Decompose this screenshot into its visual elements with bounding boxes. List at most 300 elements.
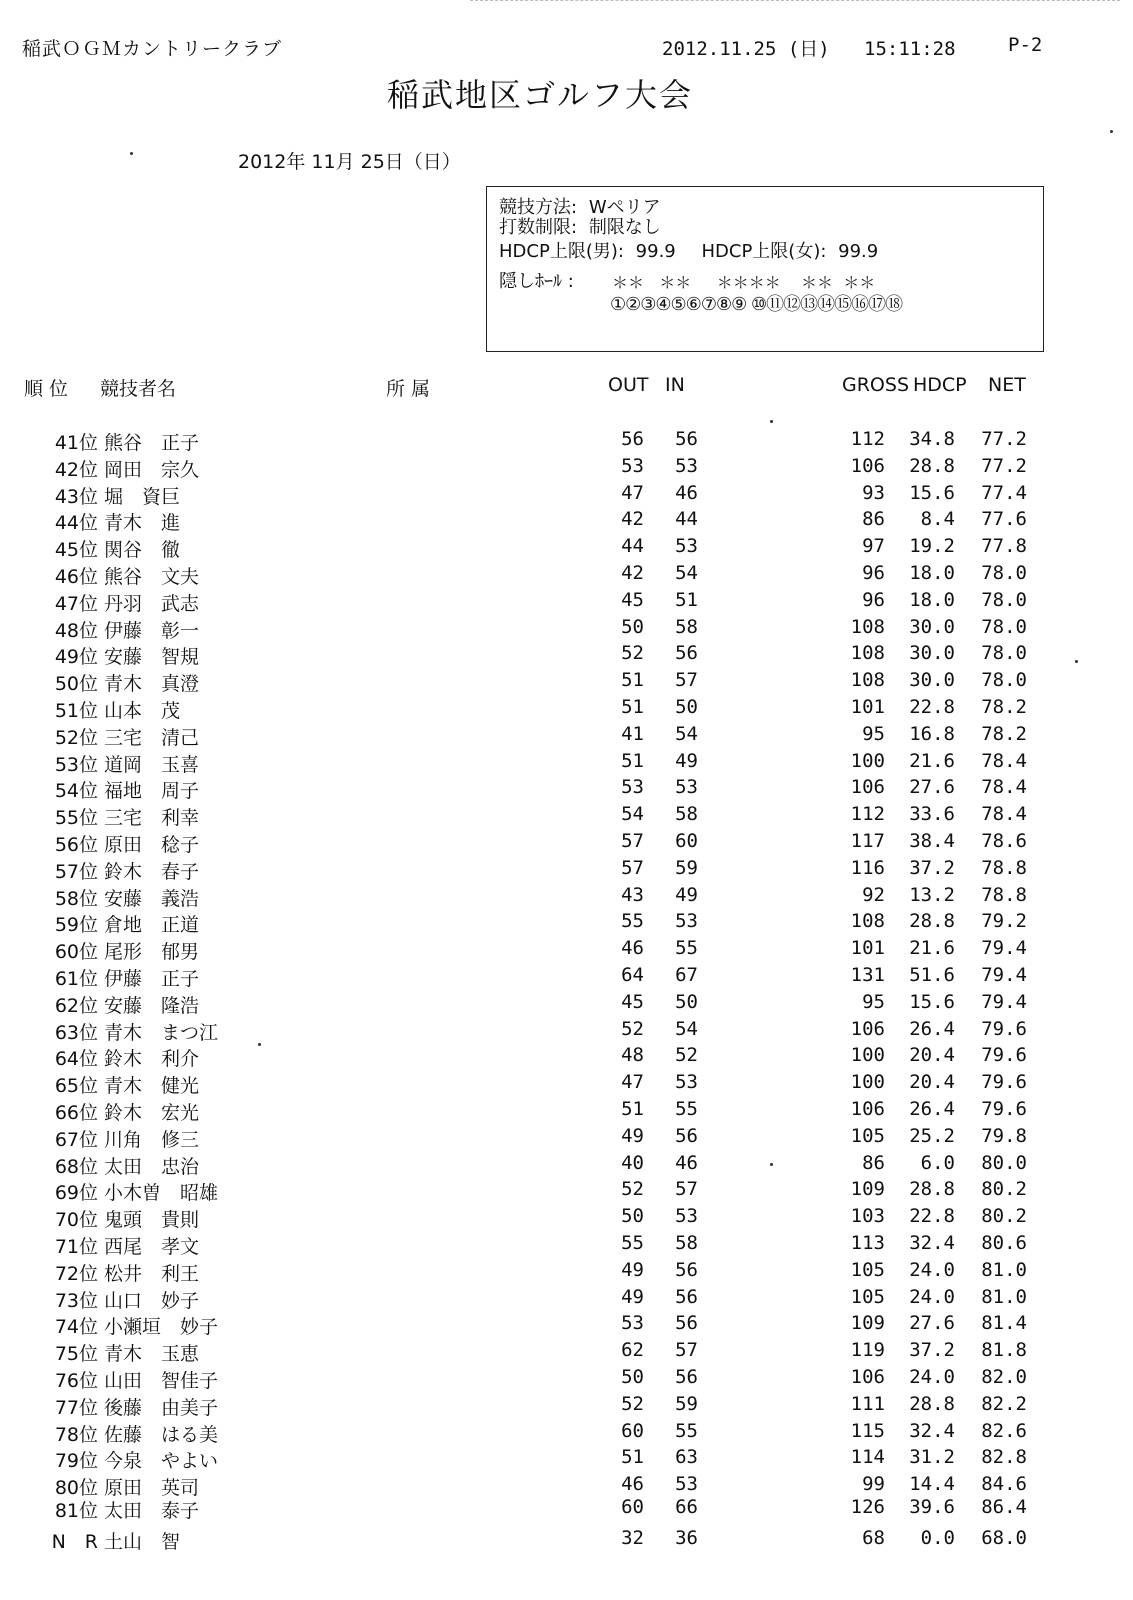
table-row bbox=[0, 937, 1133, 963]
cell-gross: 111 bbox=[850, 1392, 885, 1415]
cell-name: 太田 泰子 bbox=[104, 1500, 200, 1522]
cell-out: 53 bbox=[621, 454, 644, 477]
cell-rank: 64位 bbox=[54, 1048, 98, 1071]
cell-name: 青木 健光 bbox=[104, 1075, 200, 1098]
cell-out: 52 bbox=[621, 642, 644, 665]
cell-out: 51 bbox=[621, 696, 644, 718]
cell-hdcp: 13.2 bbox=[909, 883, 955, 906]
scan-edge-line bbox=[470, 0, 1120, 1]
cell-net: 80.2 bbox=[981, 1178, 1027, 1201]
cell-name: 三宅 清己 bbox=[104, 726, 200, 749]
cell-gross: 126 bbox=[850, 1496, 885, 1518]
cell-rank: 62位 bbox=[54, 994, 98, 1017]
cell-gross: 116 bbox=[850, 856, 885, 879]
cell-out: 49 bbox=[621, 1258, 644, 1281]
cell-name: 鈴木 宏光 bbox=[104, 1102, 200, 1124]
cell-gross: 99 bbox=[862, 1473, 885, 1496]
cell-hdcp: 18.0 bbox=[909, 588, 955, 611]
cell-name: 福地 周子 bbox=[104, 780, 200, 803]
cell-hdcp: 21.6 bbox=[909, 749, 955, 772]
cell-rank: 57位 bbox=[54, 860, 98, 883]
cell-hdcp: 18.0 bbox=[909, 562, 955, 584]
cell-out: 45 bbox=[621, 588, 644, 611]
scan-speck bbox=[770, 1163, 773, 1166]
cell-name: 山本 茂 bbox=[104, 700, 181, 722]
cell-in: 55 bbox=[675, 1098, 698, 1120]
event-date: 2012年 11月 25日（日） bbox=[238, 151, 461, 173]
cell-net: 82.8 bbox=[981, 1446, 1027, 1469]
cell-rank: 81位 bbox=[54, 1500, 98, 1522]
cell-hdcp: 30.0 bbox=[909, 615, 955, 638]
cell-hdcp: 22.8 bbox=[909, 696, 955, 718]
table-row bbox=[0, 669, 1133, 695]
cell-in: 49 bbox=[675, 883, 698, 906]
cell-gross: 108 bbox=[850, 669, 885, 692]
cell-in: 56 bbox=[675, 1258, 698, 1281]
cell-in: 58 bbox=[675, 1232, 698, 1254]
table-row bbox=[0, 616, 1133, 642]
cell-in: 59 bbox=[675, 1392, 698, 1415]
cell-out: 42 bbox=[621, 562, 644, 584]
cell-hdcp: 26.4 bbox=[909, 1098, 955, 1120]
table-row bbox=[0, 830, 1133, 856]
cell-net: 79.6 bbox=[981, 1098, 1027, 1120]
cell-out: 49 bbox=[621, 1124, 644, 1147]
cell-net: 77.4 bbox=[981, 481, 1027, 504]
cell-out: 45 bbox=[621, 990, 644, 1013]
cell-in: 56 bbox=[675, 1285, 698, 1308]
cell-gross: 105 bbox=[850, 1258, 885, 1281]
cell-net: 80.0 bbox=[981, 1151, 1027, 1174]
cell-out: 47 bbox=[621, 1071, 644, 1094]
cell-rank: 47位 bbox=[54, 592, 98, 615]
cell-net: 78.4 bbox=[981, 749, 1027, 772]
cell-name: 土山 智 bbox=[104, 1530, 181, 1553]
header-name: 競技者名 bbox=[100, 378, 177, 400]
cell-out: 46 bbox=[621, 937, 644, 960]
cell-in: 55 bbox=[675, 1419, 698, 1442]
cell-gross: 105 bbox=[850, 1285, 885, 1308]
cell-in: 52 bbox=[675, 1044, 698, 1067]
cell-out: 55 bbox=[621, 1232, 644, 1254]
cell-hdcp: 37.2 bbox=[909, 856, 955, 879]
table-row bbox=[0, 508, 1133, 534]
cell-net: 79.2 bbox=[981, 910, 1027, 933]
table-row bbox=[0, 857, 1133, 883]
cell-gross: 108 bbox=[850, 642, 885, 665]
cell-hdcp: 22.8 bbox=[909, 1205, 955, 1228]
cell-out: 53 bbox=[621, 776, 644, 799]
cell-net: 78.2 bbox=[981, 722, 1027, 745]
table-row bbox=[0, 1071, 1133, 1097]
cell-name: 鈴木 利介 bbox=[104, 1048, 200, 1071]
cell-name: 後藤 由美子 bbox=[104, 1396, 219, 1419]
cell-net: 78.0 bbox=[981, 588, 1027, 611]
cell-rank: 77位 bbox=[54, 1396, 98, 1419]
cell-rank: 63位 bbox=[54, 1021, 98, 1044]
cell-in: 54 bbox=[675, 722, 698, 745]
cell-name: 安藤 義浩 bbox=[104, 887, 200, 910]
cell-out: 41 bbox=[621, 722, 644, 745]
cell-in: 54 bbox=[675, 562, 698, 584]
cell-gross: 106 bbox=[850, 1017, 885, 1040]
cell-in: 51 bbox=[675, 588, 698, 611]
table-row bbox=[0, 1446, 1133, 1472]
cell-net: 86.4 bbox=[981, 1496, 1027, 1518]
cell-gross: 97 bbox=[862, 535, 885, 558]
cell-rank: 55位 bbox=[54, 807, 98, 830]
cell-gross: 95 bbox=[862, 990, 885, 1013]
cell-name: 倉地 正道 bbox=[104, 914, 200, 937]
cell-in: 57 bbox=[675, 1339, 698, 1362]
cell-name: 岡田 宗久 bbox=[104, 458, 200, 481]
page-title: 稲武地区ゴルフ大会 bbox=[386, 76, 693, 114]
cell-in: 63 bbox=[675, 1446, 698, 1469]
cell-out: 46 bbox=[621, 1473, 644, 1496]
cell-net: 78.0 bbox=[981, 669, 1027, 692]
hdcp-male-value: 99.9 bbox=[635, 241, 676, 262]
cell-rank: 42位 bbox=[54, 458, 98, 481]
cell-net: 68.0 bbox=[981, 1526, 1027, 1549]
cell-in: 60 bbox=[675, 830, 698, 852]
cell-rank: 67位 bbox=[54, 1128, 98, 1151]
cell-rank: 73位 bbox=[54, 1289, 98, 1312]
cell-rank: 79位 bbox=[54, 1450, 98, 1473]
cell-out: 32 bbox=[621, 1526, 644, 1549]
cell-hdcp: 8.4 bbox=[920, 508, 955, 531]
cell-out: 60 bbox=[621, 1496, 644, 1518]
header-gross: GROSS bbox=[842, 374, 910, 396]
cell-out: 64 bbox=[621, 964, 644, 986]
cell-out: 52 bbox=[621, 1017, 644, 1040]
cell-gross: 100 bbox=[850, 1044, 885, 1067]
cell-gross: 96 bbox=[862, 588, 885, 611]
cell-name: 青木 進 bbox=[104, 512, 181, 535]
cell-net: 78.8 bbox=[981, 856, 1027, 879]
cell-out: 43 bbox=[621, 883, 644, 906]
cell-in: 46 bbox=[675, 481, 698, 504]
cell-out: 62 bbox=[621, 1339, 644, 1362]
cell-gross: 92 bbox=[862, 883, 885, 906]
cell-net: 79.4 bbox=[981, 937, 1027, 960]
cell-name: 鬼頭 貴則 bbox=[104, 1209, 200, 1232]
cell-name: 山田 智佳子 bbox=[104, 1370, 219, 1392]
cell-out: 57 bbox=[621, 830, 644, 852]
cell-hdcp: 32.4 bbox=[909, 1232, 955, 1254]
cell-hdcp: 0.0 bbox=[920, 1526, 955, 1549]
cell-hdcp: 24.0 bbox=[909, 1285, 955, 1308]
cell-hdcp: 39.6 bbox=[909, 1496, 955, 1518]
cell-rank: 58位 bbox=[54, 887, 98, 910]
cell-out: 55 bbox=[621, 910, 644, 933]
cell-gross: 119 bbox=[850, 1339, 885, 1362]
cell-hdcp: 51.6 bbox=[909, 964, 955, 986]
cell-net: 82.2 bbox=[981, 1392, 1027, 1415]
limit-label: 打数制限: bbox=[499, 217, 578, 238]
table-row bbox=[0, 1420, 1133, 1446]
table-row bbox=[0, 723, 1133, 749]
cell-in: 54 bbox=[675, 1017, 698, 1040]
cell-hdcp: 20.4 bbox=[909, 1071, 955, 1094]
cell-out: 60 bbox=[621, 1419, 644, 1442]
cell-net: 81.0 bbox=[981, 1258, 1027, 1281]
cell-rank: 61位 bbox=[54, 968, 98, 990]
cell-net: 80.2 bbox=[981, 1205, 1027, 1228]
cell-name: 青木 真澄 bbox=[104, 673, 200, 696]
cell-gross: 108 bbox=[850, 615, 885, 638]
cell-out: 53 bbox=[621, 1312, 644, 1335]
cell-rank: 72位 bbox=[54, 1262, 98, 1285]
cell-name: 堀 資巨 bbox=[104, 485, 181, 508]
cell-in: 53 bbox=[675, 776, 698, 799]
cell-gross: 106 bbox=[850, 776, 885, 799]
hdcp-female-value: 99.9 bbox=[838, 241, 879, 262]
cell-in: 53 bbox=[675, 535, 698, 558]
header-affiliation: 所 属 bbox=[386, 378, 431, 400]
cell-rank: 66位 bbox=[54, 1102, 98, 1124]
header-in: IN bbox=[665, 374, 685, 396]
cell-net: 79.4 bbox=[981, 964, 1027, 986]
cell-net: 78.8 bbox=[981, 883, 1027, 906]
table-row bbox=[0, 884, 1133, 910]
cell-in: 53 bbox=[675, 1071, 698, 1094]
cell-net: 78.0 bbox=[981, 642, 1027, 665]
cell-gross: 109 bbox=[850, 1312, 885, 1335]
cell-rank: 75位 bbox=[54, 1343, 98, 1366]
cell-out: 49 bbox=[621, 1285, 644, 1308]
table-row bbox=[0, 1178, 1133, 1204]
method-value: Wペリア bbox=[588, 197, 661, 218]
cell-hdcp: 32.4 bbox=[909, 1419, 955, 1442]
cell-rank: 44位 bbox=[54, 512, 98, 535]
cell-rank: 52位 bbox=[54, 726, 98, 749]
cell-name: 安藤 隆浩 bbox=[104, 994, 200, 1017]
cell-net: 79.6 bbox=[981, 1071, 1027, 1094]
table-row bbox=[0, 1125, 1133, 1151]
cell-hdcp: 31.2 bbox=[909, 1446, 955, 1469]
cell-hdcp: 16.8 bbox=[909, 722, 955, 745]
cell-hdcp: 27.6 bbox=[909, 776, 955, 799]
cell-out: 50 bbox=[621, 615, 644, 638]
cell-net: 79.6 bbox=[981, 1017, 1027, 1040]
cell-out: 57 bbox=[621, 856, 644, 879]
cell-out: 47 bbox=[621, 481, 644, 504]
table-row bbox=[0, 589, 1133, 615]
cell-in: 56 bbox=[675, 1124, 698, 1147]
cell-name: 青木 玉恵 bbox=[104, 1343, 200, 1366]
cell-name: 原田 英司 bbox=[104, 1477, 200, 1500]
cell-gross: 109 bbox=[850, 1178, 885, 1201]
cell-out: 51 bbox=[621, 1446, 644, 1469]
cell-gross: 101 bbox=[850, 937, 885, 960]
cell-gross: 106 bbox=[850, 1366, 885, 1388]
cell-out: 51 bbox=[621, 669, 644, 692]
cell-net: 78.6 bbox=[981, 830, 1027, 852]
table-row bbox=[0, 910, 1133, 936]
cell-gross: 115 bbox=[850, 1419, 885, 1442]
cell-hdcp: 33.6 bbox=[909, 803, 955, 826]
cell-hdcp: 15.6 bbox=[909, 481, 955, 504]
cell-rank: 41位 bbox=[54, 432, 98, 454]
cell-hdcp: 30.0 bbox=[909, 642, 955, 665]
cell-gross: 103 bbox=[850, 1205, 885, 1228]
cell-net: 79.4 bbox=[981, 990, 1027, 1013]
cell-gross: 95 bbox=[862, 722, 885, 745]
cell-out: 52 bbox=[621, 1178, 644, 1201]
cell-rank: 68位 bbox=[54, 1155, 98, 1178]
cell-name: 山口 妙子 bbox=[104, 1289, 200, 1312]
cell-net: 78.4 bbox=[981, 803, 1027, 826]
header-hdcp: HDCP bbox=[913, 374, 967, 396]
cell-in: 58 bbox=[675, 803, 698, 826]
cell-hdcp: 28.8 bbox=[909, 1178, 955, 1201]
cell-gross: 100 bbox=[850, 1071, 885, 1094]
cell-in: 56 bbox=[675, 428, 698, 450]
cell-name: 安藤 智規 bbox=[104, 646, 200, 669]
table-row bbox=[0, 1152, 1133, 1178]
cell-gross: 100 bbox=[850, 749, 885, 772]
page-number: P-2 bbox=[1008, 34, 1043, 56]
table-row bbox=[0, 1527, 1133, 1553]
cell-hdcp: 6.0 bbox=[920, 1151, 955, 1174]
hdcp-male-label: HDCP上限(男): bbox=[499, 241, 624, 262]
print-datetime: 2012.11.25 (日) 15:11:28 bbox=[662, 38, 956, 60]
cell-net: 81.0 bbox=[981, 1285, 1027, 1308]
cell-name: 今泉 やよい bbox=[104, 1450, 219, 1473]
cell-name: 伊藤 正子 bbox=[104, 968, 200, 990]
cell-net: 81.8 bbox=[981, 1339, 1027, 1362]
table-row bbox=[0, 562, 1133, 588]
cell-in: 50 bbox=[675, 990, 698, 1013]
cell-name: 尾形 郁男 bbox=[104, 941, 200, 964]
cell-name: 小瀬垣 妙子 bbox=[104, 1316, 219, 1339]
cell-gross: 101 bbox=[850, 696, 885, 718]
cell-hdcp: 34.8 bbox=[909, 428, 955, 450]
cell-gross: 106 bbox=[850, 1098, 885, 1120]
table-row bbox=[0, 1044, 1133, 1070]
cell-hdcp: 28.8 bbox=[909, 1392, 955, 1415]
cell-name: 太田 忠治 bbox=[104, 1155, 200, 1178]
cell-out: 50 bbox=[621, 1366, 644, 1388]
cell-gross: 68 bbox=[862, 1526, 885, 1549]
cell-in: 49 bbox=[675, 749, 698, 772]
cell-out: 51 bbox=[621, 1098, 644, 1120]
table-row bbox=[0, 428, 1133, 454]
cell-name: 三宅 利幸 bbox=[104, 807, 200, 830]
cell-out: 48 bbox=[621, 1044, 644, 1067]
cell-net: 78.0 bbox=[981, 562, 1027, 584]
cell-net: 82.6 bbox=[981, 1419, 1027, 1442]
cell-name: 原田 稔子 bbox=[104, 834, 200, 856]
cell-rank: 50位 bbox=[54, 673, 98, 696]
cell-name: 伊藤 彰一 bbox=[104, 619, 200, 642]
cell-hdcp: 27.6 bbox=[909, 1312, 955, 1335]
cell-gross: 113 bbox=[850, 1232, 885, 1254]
cell-net: 77.8 bbox=[981, 535, 1027, 558]
cell-net: 77.2 bbox=[981, 454, 1027, 477]
cell-net: 81.4 bbox=[981, 1312, 1027, 1335]
cell-hdcp: 15.6 bbox=[909, 990, 955, 1013]
cell-in: 56 bbox=[675, 1312, 698, 1335]
cell-gross: 117 bbox=[850, 830, 885, 852]
cell-in: 57 bbox=[675, 1178, 698, 1201]
cell-hdcp: 14.4 bbox=[909, 1473, 955, 1496]
cell-rank: 71位 bbox=[54, 1236, 98, 1258]
cell-rank: 49位 bbox=[54, 646, 98, 669]
cell-name: 川角 修三 bbox=[104, 1128, 200, 1151]
cell-rank: 46位 bbox=[54, 566, 98, 588]
cell-gross: 93 bbox=[862, 481, 885, 504]
hdcp-limit-line bbox=[499, 237, 884, 263]
cell-in: 56 bbox=[675, 642, 698, 665]
cell-net: 78.0 bbox=[981, 615, 1027, 638]
cell-gross: 112 bbox=[850, 803, 885, 826]
cell-gross: 112 bbox=[850, 428, 885, 450]
table-row bbox=[0, 1259, 1133, 1285]
cell-hdcp: 37.2 bbox=[909, 1339, 955, 1362]
hdcp-female-label: HDCP上限(女): bbox=[701, 241, 827, 262]
cell-gross: 86 bbox=[862, 508, 885, 531]
cell-rank: 43位 bbox=[54, 485, 98, 508]
cell-name: 小木曽 昭雄 bbox=[104, 1182, 219, 1205]
cell-net: 77.6 bbox=[981, 508, 1027, 531]
competition-info-box bbox=[486, 186, 1044, 352]
cell-rank: 53位 bbox=[54, 753, 98, 776]
cell-net: 77.2 bbox=[981, 428, 1027, 450]
cell-rank: 70位 bbox=[54, 1209, 98, 1232]
table-row bbox=[0, 803, 1133, 829]
table-row bbox=[0, 1366, 1133, 1392]
cell-rank: 65位 bbox=[54, 1075, 98, 1098]
cell-net: 78.2 bbox=[981, 696, 1027, 718]
table-row bbox=[0, 1312, 1133, 1338]
table-row bbox=[0, 1393, 1133, 1419]
cell-rank: N R bbox=[51, 1530, 98, 1553]
cell-hdcp: 20.4 bbox=[909, 1044, 955, 1067]
limit-value: 制限なし bbox=[588, 217, 661, 238]
cell-net: 80.6 bbox=[981, 1232, 1027, 1254]
cell-net: 78.4 bbox=[981, 776, 1027, 799]
cell-gross: 105 bbox=[850, 1124, 885, 1147]
cell-gross: 96 bbox=[862, 562, 885, 584]
cell-net: 84.6 bbox=[981, 1473, 1027, 1496]
cell-in: 44 bbox=[675, 508, 698, 531]
cell-rank: 48位 bbox=[54, 619, 98, 642]
table-row bbox=[0, 991, 1133, 1017]
table-row bbox=[0, 482, 1133, 508]
scan-speck bbox=[770, 420, 773, 423]
cell-name: 松井 利王 bbox=[104, 1262, 200, 1285]
cell-in: 53 bbox=[675, 454, 698, 477]
table-row bbox=[0, 1232, 1133, 1258]
cell-in: 56 bbox=[675, 1366, 698, 1388]
cell-in: 36 bbox=[675, 1526, 698, 1549]
cell-rank: 60位 bbox=[54, 941, 98, 964]
table-row bbox=[0, 1496, 1133, 1522]
cell-name: 青木 まつ江 bbox=[104, 1021, 219, 1044]
cell-rank: 80位 bbox=[54, 1477, 98, 1500]
header-net: NET bbox=[988, 374, 1026, 396]
cell-rank: 76位 bbox=[54, 1370, 98, 1392]
cell-out: 51 bbox=[621, 749, 644, 772]
cell-name: 丹羽 武志 bbox=[104, 592, 200, 615]
cell-hdcp: 21.6 bbox=[909, 937, 955, 960]
cell-in: 59 bbox=[675, 856, 698, 879]
scan-speck bbox=[130, 152, 133, 155]
header-rank: 順 位 bbox=[24, 378, 69, 400]
cell-name: 関谷 徹 bbox=[104, 539, 181, 562]
hole-numbers: ①②③④⑤⑥⑦⑧⑨ ⑩⑪⑫⑬⑭⑮⑯⑰⑱ bbox=[610, 294, 903, 315]
